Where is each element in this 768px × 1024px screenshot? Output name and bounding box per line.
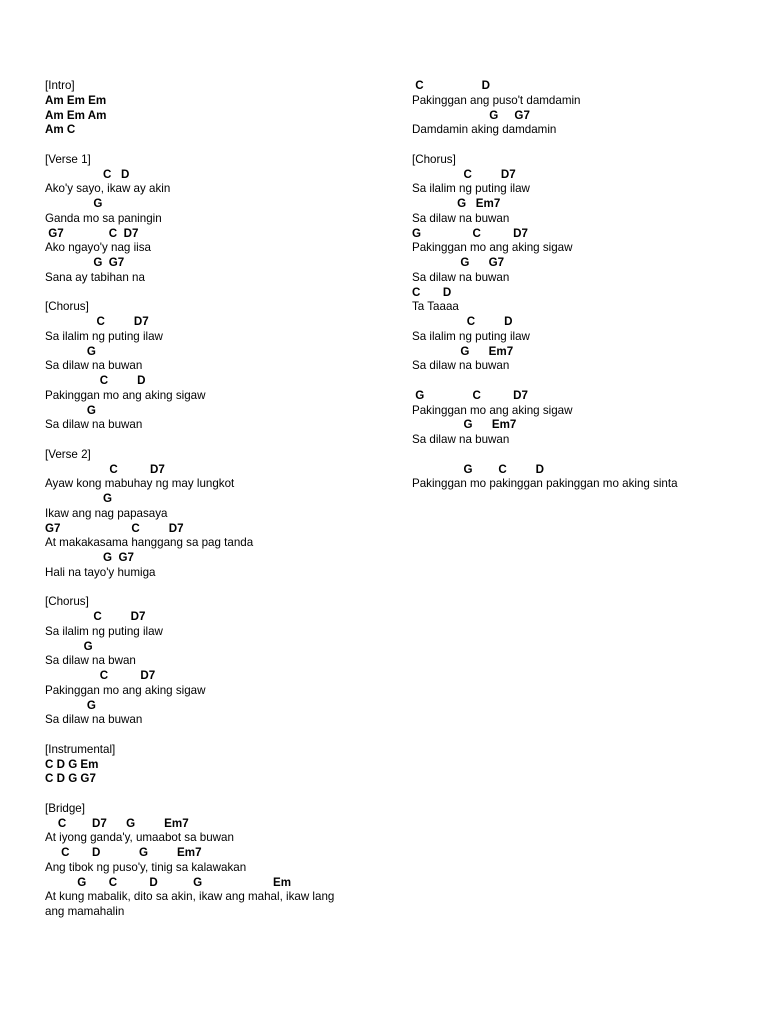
chord-line: G C D xyxy=(412,462,545,476)
section-label: [Intro] xyxy=(45,79,75,92)
chord-line: G xyxy=(45,403,96,417)
lyric-line: Sa dilaw na buwan xyxy=(412,433,510,446)
chord-line: G C D7 xyxy=(412,226,528,240)
lyric-line: Sa ilalim ng puting ilaw xyxy=(412,329,530,343)
chord-line: C D7 xyxy=(412,167,516,181)
lyric-line: Sana ay tabihan na xyxy=(45,270,145,284)
lyric-line: Sa ilalim ng puting ilaw xyxy=(45,624,163,638)
lyric-line: Pakinggan mo ang aking sigaw xyxy=(45,683,206,697)
section-label: [Chorus] xyxy=(45,300,89,314)
chord-line: C D G G7 xyxy=(45,772,96,786)
lyric-line: Sa dilaw na buwan xyxy=(412,359,510,373)
section-label: [Instrumental] xyxy=(45,742,116,756)
lyric-line: Ta Taaaa xyxy=(412,300,459,314)
lyric-line: Sa dilaw na buwan xyxy=(412,211,510,225)
lyric-line: Ang tibok ng puso'y, tinig sa kalawakan xyxy=(45,860,247,874)
chord-line: C D xyxy=(412,315,513,328)
section-label: [Bridge] xyxy=(45,801,85,815)
chord-line: C D7 xyxy=(45,462,165,476)
lyric-line: ang mamahalin xyxy=(45,905,125,918)
lyric-line: Ayaw kong mabuhay ng may lungkot xyxy=(45,477,235,491)
blank-line xyxy=(412,448,757,463)
chord-line: G G7 xyxy=(45,256,125,269)
lyric-line: Damdamin aking damdamin xyxy=(412,123,557,137)
blank-line xyxy=(45,728,390,743)
lyric-line: Sa dilaw na buwan xyxy=(45,359,143,373)
lyric-line: Ganda mo sa paningin xyxy=(45,211,162,225)
chord-line: C D7 G Em7 xyxy=(45,816,189,830)
blank-line xyxy=(45,581,390,596)
lyric-line: At makakasama hanggang sa pag tanda xyxy=(45,536,254,550)
lyric-line: Sa dilaw na buwan xyxy=(45,418,143,432)
chord-line: G xyxy=(45,344,96,358)
chord-line: G Em7 xyxy=(412,197,501,210)
chord-line: G C D G Em xyxy=(45,875,292,889)
chord-line: G G7 xyxy=(412,108,530,122)
chord-line: Am Em Em xyxy=(45,93,107,107)
chord-line: G Em7 xyxy=(412,418,517,432)
lyric-line: Sa dilaw na buwan xyxy=(45,713,143,727)
chord-line: G7 C D7 xyxy=(45,521,184,535)
lyric-line: Pakinggan mo ang aking sigaw xyxy=(45,388,206,402)
chord-line: C D7 xyxy=(45,610,146,623)
lyric-line: Pakinggan mo pakinggan pakinggan mo aking sinta xyxy=(412,477,678,491)
lyric-line: Sa dilaw na bwan xyxy=(45,654,136,668)
blank-line xyxy=(45,787,390,802)
lyric-line: Ako ngayo'y nag iisa xyxy=(45,241,151,255)
blank-line xyxy=(45,138,390,153)
chord-line: G xyxy=(45,197,103,210)
chord-line: G G7 xyxy=(412,256,505,269)
chord-line: Am C xyxy=(45,123,76,137)
lyric-line: Sa ilalim ng puting ilaw xyxy=(412,182,530,196)
section-label: [Chorus] xyxy=(45,595,89,609)
blank-line xyxy=(412,138,757,153)
chord-line: G G7 xyxy=(45,551,134,564)
blank-line xyxy=(412,374,757,389)
lyric-line: Ikaw ang nag papasaya xyxy=(45,506,168,520)
section-label: [Verse 1] xyxy=(45,152,91,166)
chord-line: C D7 xyxy=(45,669,156,682)
chord-line: C D xyxy=(412,285,452,299)
chord-line: C D7 xyxy=(45,315,149,328)
chord-line: G7 C D7 xyxy=(45,226,139,240)
chord-line: Am Em Am xyxy=(45,108,107,122)
lyric-line: Sa ilalim ng puting ilaw xyxy=(45,329,163,343)
chord-line: G xyxy=(45,698,96,712)
lyric-line: Sa dilaw na buwan xyxy=(412,270,510,284)
chord-line: C D G Em xyxy=(45,757,99,771)
chord-line: G Em7 xyxy=(412,344,514,358)
chord-line: G C D7 xyxy=(412,388,528,402)
chord-line: C D xyxy=(45,167,130,181)
lyric-line: Hali na tayo'y humiga xyxy=(45,565,156,579)
lyric-line: Pakinggan mo ang aking sigaw xyxy=(412,241,573,255)
chord-line: C D xyxy=(412,79,490,92)
chord-line: G xyxy=(45,492,112,505)
blank-line xyxy=(45,433,390,448)
right-column xyxy=(412,79,757,492)
section-label: [Verse 2] xyxy=(45,447,91,461)
left-column xyxy=(45,79,390,920)
lyric-line: Pakinggan mo ang aking sigaw xyxy=(412,403,573,417)
lyric-line: At kung mabalik, dito sa akin, ikaw ang mahal, ikaw lang xyxy=(45,890,335,904)
blank-line xyxy=(45,286,390,301)
chord-line: C D G Em7 xyxy=(45,846,202,859)
lyric-line: Ako'y sayo, ikaw ay akin xyxy=(45,182,171,196)
chord-line: C D xyxy=(45,374,146,387)
section-label: [Chorus] xyxy=(412,152,456,166)
chord-line: G xyxy=(45,639,93,653)
lyric-line: Pakinggan ang puso't damdamin xyxy=(412,93,581,107)
lyric-line: At iyong ganda'y, umaabot sa buwan xyxy=(45,831,234,845)
